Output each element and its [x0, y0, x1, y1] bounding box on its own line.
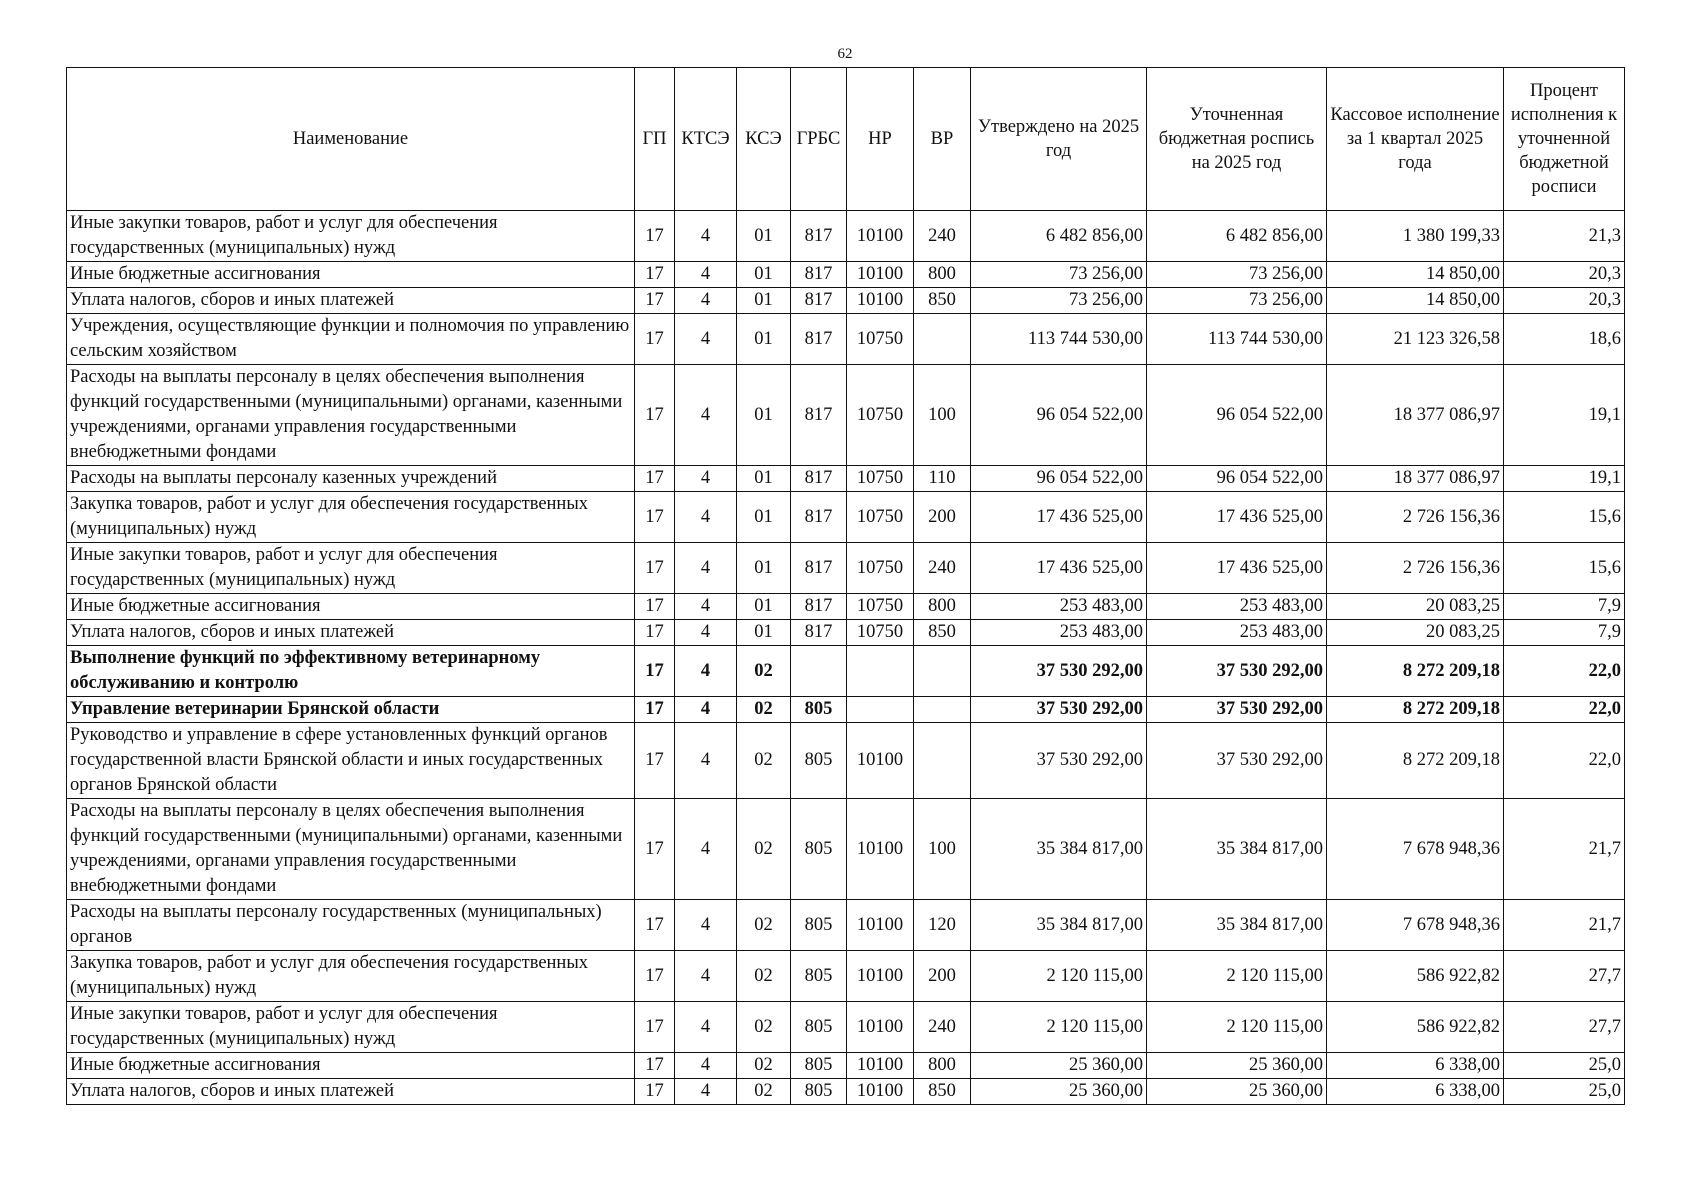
row-percent: 7,9 [1504, 620, 1625, 646]
table-row [67, 1053, 1625, 1079]
row-vr: 240 [914, 211, 971, 262]
header-approved: Утверждено на 2025 год [971, 68, 1147, 211]
row-vr: 800 [914, 594, 971, 620]
row-kse: 02 [737, 1079, 791, 1105]
row-cash: 8 272 209,18 [1327, 646, 1504, 697]
row-percent: 25,0 [1504, 1053, 1625, 1079]
row-gp: 17 [635, 314, 675, 365]
table-body [67, 211, 1625, 1105]
row-nr: 10750 [847, 365, 914, 466]
row-refined: 25 360,00 [1147, 1079, 1327, 1105]
row-nr: 10100 [847, 1079, 914, 1105]
row-nr: 10100 [847, 723, 914, 799]
row-approved: 25 360,00 [971, 1053, 1147, 1079]
row-cash: 586 922,82 [1327, 1002, 1504, 1053]
row-gp: 17 [635, 697, 675, 723]
row-nr: 10750 [847, 466, 914, 492]
row-nr: 10750 [847, 543, 914, 594]
row-grbs: 817 [791, 365, 847, 466]
row-refined: 2 120 115,00 [1147, 1002, 1327, 1053]
row-gp: 17 [635, 620, 675, 646]
table-row [67, 900, 1625, 951]
row-gp: 17 [635, 594, 675, 620]
row-gp: 17 [635, 1053, 675, 1079]
row-refined: 35 384 817,00 [1147, 799, 1327, 900]
row-name: Уплата налогов, сборов и иных платежей [67, 1079, 635, 1105]
row-approved: 6 482 856,00 [971, 211, 1147, 262]
table-row [67, 799, 1625, 900]
row-vr [914, 646, 971, 697]
row-grbs: 817 [791, 262, 847, 288]
row-percent: 20,3 [1504, 288, 1625, 314]
row-name: Иные закупки товаров, работ и услуг для обеспечения государственных (муниципальных) нужд [67, 543, 635, 594]
row-vr [914, 697, 971, 723]
row-percent: 20,3 [1504, 262, 1625, 288]
row-name: Иные закупки товаров, работ и услуг для обеспечения государственных (муниципальных) нужд [67, 211, 635, 262]
row-ktse: 4 [675, 620, 737, 646]
row-approved: 73 256,00 [971, 288, 1147, 314]
row-ktse: 4 [675, 543, 737, 594]
row-grbs: 817 [791, 620, 847, 646]
row-nr: 10750 [847, 492, 914, 543]
row-kse: 01 [737, 492, 791, 543]
row-ktse: 4 [675, 288, 737, 314]
row-approved: 2 120 115,00 [971, 951, 1147, 1002]
row-vr: 850 [914, 620, 971, 646]
table-row [67, 620, 1625, 646]
row-gp: 17 [635, 262, 675, 288]
row-grbs: 805 [791, 900, 847, 951]
row-grbs: 817 [791, 492, 847, 543]
row-ktse: 4 [675, 492, 737, 543]
row-ktse: 4 [675, 799, 737, 900]
row-grbs: 817 [791, 594, 847, 620]
row-kse: 02 [737, 1002, 791, 1053]
row-kse: 01 [737, 314, 791, 365]
row-gp: 17 [635, 951, 675, 1002]
row-name: Расходы на выплаты персоналу в целях обеспечения выполнения функций государственными (муниципальными) органами, казенными учреждениями, органами управления государственными внебюджетными фондами [67, 365, 635, 466]
row-cash: 2 726 156,36 [1327, 492, 1504, 543]
row-nr: 10100 [847, 1002, 914, 1053]
row-ktse: 4 [675, 1053, 737, 1079]
row-nr: 10100 [847, 900, 914, 951]
row-nr: 10750 [847, 314, 914, 365]
budget-table [66, 67, 1625, 1105]
header-gp: ГП [635, 68, 675, 211]
row-percent: 21,7 [1504, 799, 1625, 900]
row-cash: 14 850,00 [1327, 262, 1504, 288]
row-vr [914, 723, 971, 799]
row-vr: 200 [914, 951, 971, 1002]
row-percent: 22,0 [1504, 723, 1625, 799]
table-row [67, 594, 1625, 620]
row-grbs: 817 [791, 543, 847, 594]
row-approved: 253 483,00 [971, 594, 1147, 620]
row-vr: 240 [914, 543, 971, 594]
row-name: Уплата налогов, сборов и иных платежей [67, 620, 635, 646]
row-cash: 8 272 209,18 [1327, 723, 1504, 799]
row-refined: 17 436 525,00 [1147, 543, 1327, 594]
row-percent: 19,1 [1504, 466, 1625, 492]
row-cash: 14 850,00 [1327, 288, 1504, 314]
row-name: Иные бюджетные ассигнования [67, 1053, 635, 1079]
row-refined: 253 483,00 [1147, 620, 1327, 646]
row-refined: 25 360,00 [1147, 1053, 1327, 1079]
table-row [67, 314, 1625, 365]
row-kse: 01 [737, 211, 791, 262]
header-vr: ВР [914, 68, 971, 211]
row-gp: 17 [635, 799, 675, 900]
table-row [67, 723, 1625, 799]
row-refined: 96 054 522,00 [1147, 466, 1327, 492]
row-nr: 10750 [847, 594, 914, 620]
table-row [67, 646, 1625, 697]
row-refined: 35 384 817,00 [1147, 900, 1327, 951]
row-kse: 01 [737, 262, 791, 288]
row-cash: 20 083,25 [1327, 620, 1504, 646]
table-row [67, 951, 1625, 1002]
row-name: Иные закупки товаров, работ и услуг для обеспечения государственных (муниципальных) нужд [67, 1002, 635, 1053]
row-gp: 17 [635, 543, 675, 594]
row-nr: 10100 [847, 1053, 914, 1079]
row-gp: 17 [635, 492, 675, 543]
row-refined: 2 120 115,00 [1147, 951, 1327, 1002]
table-row [67, 697, 1625, 723]
row-kse: 01 [737, 594, 791, 620]
row-approved: 17 436 525,00 [971, 492, 1147, 543]
row-nr: 10100 [847, 262, 914, 288]
row-ktse: 4 [675, 1079, 737, 1105]
row-ktse: 4 [675, 365, 737, 466]
row-kse: 01 [737, 288, 791, 314]
row-name: Расходы на выплаты персоналу государственных (муниципальных) органов [67, 900, 635, 951]
row-kse: 02 [737, 900, 791, 951]
row-kse: 02 [737, 1053, 791, 1079]
header-percent: Процент исполнения к уточненной бюджетной росписи [1504, 68, 1625, 211]
page-number: 62 [837, 46, 853, 62]
row-cash: 8 272 209,18 [1327, 697, 1504, 723]
row-ktse: 4 [675, 646, 737, 697]
row-percent: 19,1 [1504, 365, 1625, 466]
row-name: Учреждения, осуществляющие функции и полномочия по управлению сельским хозяйством [67, 314, 635, 365]
row-grbs: 805 [791, 1053, 847, 1079]
row-ktse: 4 [675, 697, 737, 723]
row-gp: 17 [635, 365, 675, 466]
row-approved: 37 530 292,00 [971, 697, 1147, 723]
row-name: Руководство и управление в сфере установленных функций органов государственной власти Брянской области и иных государственных органов Брянской области [67, 723, 635, 799]
row-vr: 850 [914, 1079, 971, 1105]
row-gp: 17 [635, 1079, 675, 1105]
row-vr: 800 [914, 1053, 971, 1079]
row-gp: 17 [635, 1002, 675, 1053]
row-ktse: 4 [675, 466, 737, 492]
row-grbs [791, 646, 847, 697]
row-kse: 02 [737, 951, 791, 1002]
row-ktse: 4 [675, 723, 737, 799]
row-cash: 7 678 948,36 [1327, 900, 1504, 951]
row-cash: 18 377 086,97 [1327, 365, 1504, 466]
row-approved: 73 256,00 [971, 262, 1147, 288]
row-approved: 253 483,00 [971, 620, 1147, 646]
row-refined: 6 482 856,00 [1147, 211, 1327, 262]
row-nr [847, 646, 914, 697]
row-approved: 35 384 817,00 [971, 900, 1147, 951]
row-kse: 01 [737, 620, 791, 646]
row-refined: 113 744 530,00 [1147, 314, 1327, 365]
row-approved: 96 054 522,00 [971, 466, 1147, 492]
row-grbs: 805 [791, 1002, 847, 1053]
header-name: Наименование [67, 68, 635, 211]
row-percent: 15,6 [1504, 492, 1625, 543]
row-name: Выполнение функций по эффективному ветеринарному обслуживанию и контролю [67, 646, 635, 697]
header-ktse: КТСЭ [675, 68, 737, 211]
row-ktse: 4 [675, 211, 737, 262]
row-approved: 17 436 525,00 [971, 543, 1147, 594]
row-refined: 73 256,00 [1147, 262, 1327, 288]
row-name: Закупка товаров, работ и услуг для обеспечения государственных (муниципальных) нужд [67, 951, 635, 1002]
row-refined: 253 483,00 [1147, 594, 1327, 620]
row-vr: 100 [914, 799, 971, 900]
row-vr: 120 [914, 900, 971, 951]
row-approved: 113 744 530,00 [971, 314, 1147, 365]
row-vr: 240 [914, 1002, 971, 1053]
row-cash: 2 726 156,36 [1327, 543, 1504, 594]
row-ktse: 4 [675, 900, 737, 951]
table-row [67, 262, 1625, 288]
row-refined: 37 530 292,00 [1147, 697, 1327, 723]
row-ktse: 4 [675, 262, 737, 288]
row-grbs: 817 [791, 211, 847, 262]
row-cash: 7 678 948,36 [1327, 799, 1504, 900]
row-grbs: 805 [791, 1079, 847, 1105]
row-kse: 02 [737, 799, 791, 900]
row-kse: 01 [737, 466, 791, 492]
row-approved: 35 384 817,00 [971, 799, 1147, 900]
row-grbs: 817 [791, 288, 847, 314]
row-name: Иные бюджетные ассигнования [67, 594, 635, 620]
row-name: Расходы на выплаты персоналу в целях обеспечения выполнения функций государственными (муниципальными) органами, казенными учреждениями, органами управления государственными внебюджетными фондами [67, 799, 635, 900]
row-ktse: 4 [675, 1002, 737, 1053]
row-vr [914, 314, 971, 365]
row-vr: 800 [914, 262, 971, 288]
row-cash: 20 083,25 [1327, 594, 1504, 620]
row-vr: 100 [914, 365, 971, 466]
row-vr: 110 [914, 466, 971, 492]
row-grbs: 817 [791, 314, 847, 365]
row-cash: 1 380 199,33 [1327, 211, 1504, 262]
row-cash: 18 377 086,97 [1327, 466, 1504, 492]
row-gp: 17 [635, 466, 675, 492]
row-percent: 22,0 [1504, 646, 1625, 697]
row-cash: 21 123 326,58 [1327, 314, 1504, 365]
row-name: Управление ветеринарии Брянской области [67, 697, 635, 723]
row-nr: 10100 [847, 799, 914, 900]
row-percent: 15,6 [1504, 543, 1625, 594]
table-row [67, 1002, 1625, 1053]
row-grbs: 805 [791, 799, 847, 900]
row-percent: 27,7 [1504, 951, 1625, 1002]
row-name: Иные бюджетные ассигнования [67, 262, 635, 288]
row-percent: 7,9 [1504, 594, 1625, 620]
row-approved: 96 054 522,00 [971, 365, 1147, 466]
table-row [67, 466, 1625, 492]
row-grbs: 817 [791, 466, 847, 492]
row-gp: 17 [635, 288, 675, 314]
row-approved: 37 530 292,00 [971, 723, 1147, 799]
row-approved: 37 530 292,00 [971, 646, 1147, 697]
row-percent: 27,7 [1504, 1002, 1625, 1053]
row-cash: 6 338,00 [1327, 1079, 1504, 1105]
row-ktse: 4 [675, 314, 737, 365]
row-refined: 37 530 292,00 [1147, 646, 1327, 697]
header-kse: КСЭ [737, 68, 791, 211]
row-percent: 21,7 [1504, 900, 1625, 951]
row-nr: 10100 [847, 211, 914, 262]
row-grbs: 805 [791, 723, 847, 799]
table-row [67, 543, 1625, 594]
row-name: Закупка товаров, работ и услуг для обеспечения государственных (муниципальных) нужд [67, 492, 635, 543]
row-gp: 17 [635, 900, 675, 951]
row-approved: 25 360,00 [971, 1079, 1147, 1105]
row-refined: 17 436 525,00 [1147, 492, 1327, 543]
row-refined: 96 054 522,00 [1147, 365, 1327, 466]
table-row [67, 1079, 1625, 1105]
header-cash: Кассовое исполнение за 1 квартал 2025 года [1327, 68, 1504, 211]
table-header [67, 68, 1625, 211]
row-percent: 22,0 [1504, 697, 1625, 723]
row-refined: 73 256,00 [1147, 288, 1327, 314]
row-nr [847, 697, 914, 723]
row-grbs: 805 [791, 697, 847, 723]
row-ktse: 4 [675, 951, 737, 1002]
row-percent: 21,3 [1504, 211, 1625, 262]
row-percent: 25,0 [1504, 1079, 1625, 1105]
row-kse: 02 [737, 646, 791, 697]
row-name: Уплата налогов, сборов и иных платежей [67, 288, 635, 314]
row-percent: 18,6 [1504, 314, 1625, 365]
row-kse: 01 [737, 543, 791, 594]
row-approved: 2 120 115,00 [971, 1002, 1147, 1053]
row-kse: 01 [737, 365, 791, 466]
row-ktse: 4 [675, 594, 737, 620]
table-row [67, 492, 1625, 543]
header-refined: Уточненная бюджетная роспись на 2025 год [1147, 68, 1327, 211]
row-grbs: 805 [791, 951, 847, 1002]
row-nr: 10750 [847, 620, 914, 646]
table-row [67, 365, 1625, 466]
row-refined: 37 530 292,00 [1147, 723, 1327, 799]
row-name: Расходы на выплаты персоналу казенных учреждений [67, 466, 635, 492]
row-nr: 10100 [847, 288, 914, 314]
header-grbs: ГРБС [791, 68, 847, 211]
row-gp: 17 [635, 723, 675, 799]
row-vr: 850 [914, 288, 971, 314]
row-vr: 200 [914, 492, 971, 543]
row-cash: 586 922,82 [1327, 951, 1504, 1002]
row-cash: 6 338,00 [1327, 1053, 1504, 1079]
row-kse: 02 [737, 723, 791, 799]
row-nr: 10100 [847, 951, 914, 1002]
row-gp: 17 [635, 211, 675, 262]
row-kse: 02 [737, 697, 791, 723]
table-row [67, 211, 1625, 262]
header-nr: НР [847, 68, 914, 211]
table-row [67, 288, 1625, 314]
row-gp: 17 [635, 646, 675, 697]
